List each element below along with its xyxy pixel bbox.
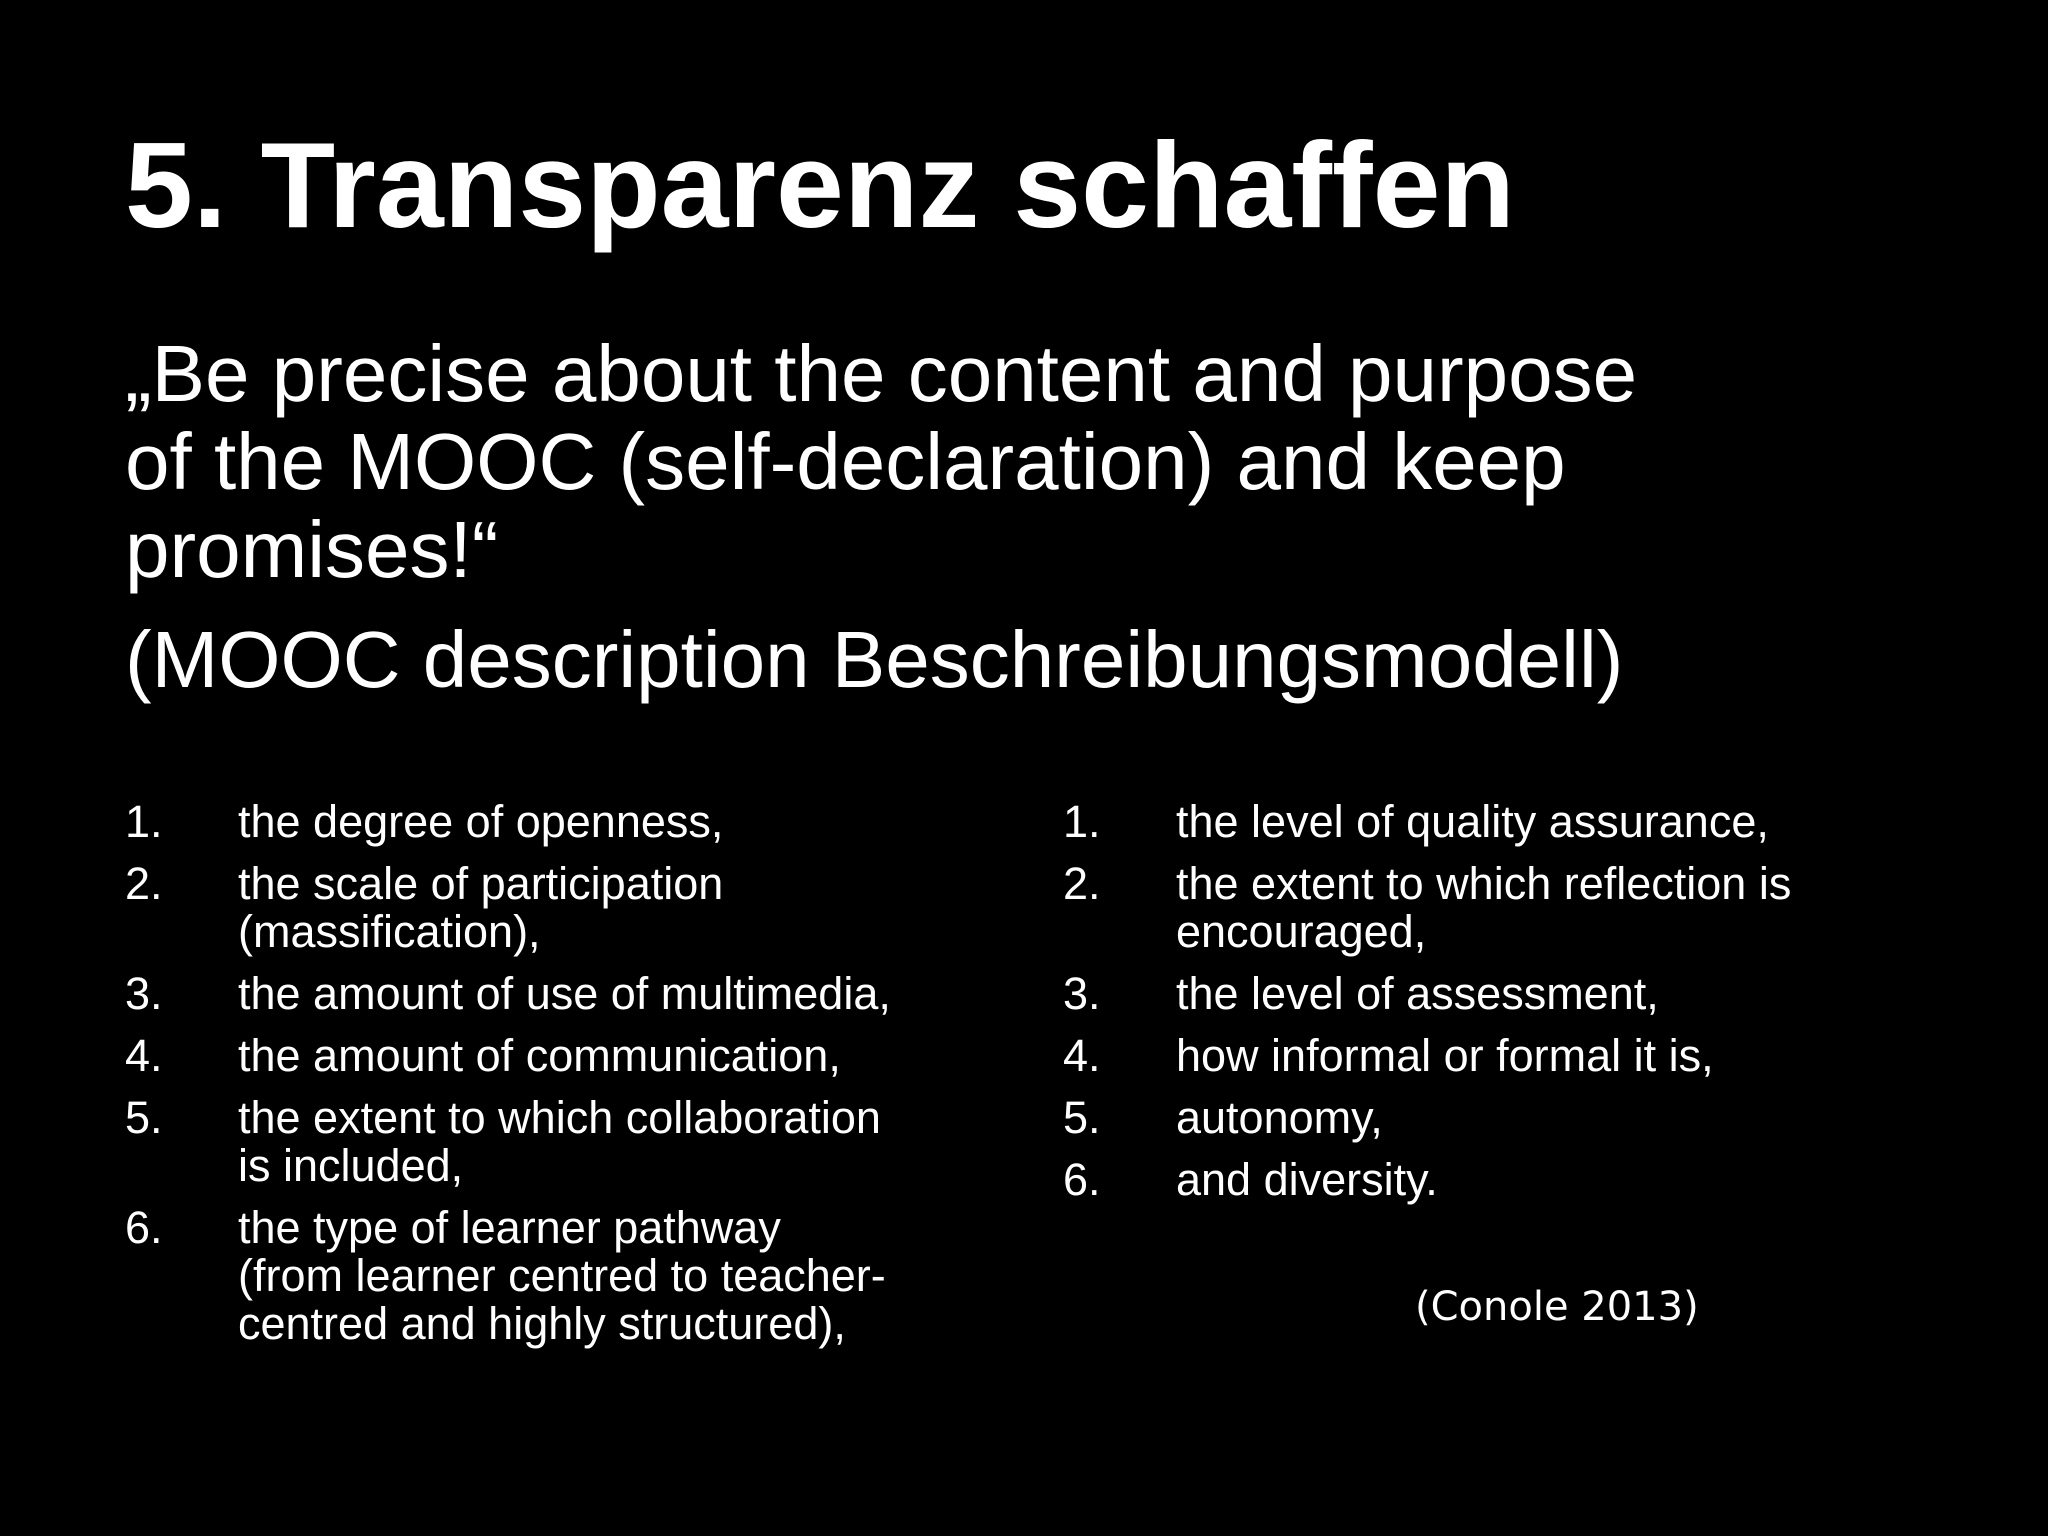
list-text: centred and highly structured), <box>238 1298 846 1349</box>
citation: (Conole 2013) <box>1415 1284 1699 1330</box>
model-subtitle: (MOOC description Beschreibungsmodell) <box>125 615 1624 704</box>
list-text: the level of quality assurance, <box>1176 796 1769 847</box>
list-item <box>125 798 1005 846</box>
list-text: the amount of use of multimedia, <box>238 968 891 1019</box>
list-number: 1. <box>125 796 163 847</box>
list-number: 4. <box>125 1030 163 1081</box>
list-item <box>1063 970 1963 1018</box>
right-criteria-list <box>1063 798 1963 1218</box>
list-text: (massification), <box>238 906 541 957</box>
list-text: the type of learner pathway <box>238 1202 781 1253</box>
list-text: encouraged, <box>1176 906 1427 957</box>
list-text: and diversity. <box>1176 1154 1438 1205</box>
list-number: 6. <box>125 1202 163 1253</box>
list-number: 6. <box>1063 1154 1101 1205</box>
list-text: the degree of openness, <box>238 796 724 847</box>
list-number: 5. <box>125 1092 163 1143</box>
list-item <box>125 860 1005 956</box>
list-text: the scale of participation <box>238 858 724 909</box>
quote-line: of the MOOC (self-declaration) and keep <box>125 417 1566 506</box>
list-text: the amount of communication, <box>238 1030 841 1081</box>
left-criteria-list <box>125 798 1005 1362</box>
list-item <box>125 970 1005 1018</box>
list-item <box>1063 1094 1963 1142</box>
list-item <box>1063 1156 1963 1204</box>
list-text: the level of assessment, <box>1176 968 1659 1019</box>
list-item <box>125 1204 1005 1348</box>
slide-title: 5. Transparenz schaffen <box>125 117 1515 253</box>
list-number: 2. <box>1063 858 1101 909</box>
list-item <box>1063 860 1963 956</box>
list-item <box>125 1032 1005 1080</box>
list-text: the extent to which collaboration <box>238 1092 881 1143</box>
list-number: 3. <box>125 968 163 1019</box>
quote-block <box>125 330 1975 594</box>
list-text: (from learner centred to teacher- <box>238 1250 886 1301</box>
list-item <box>125 1094 1005 1190</box>
list-text: the extent to which reflection is <box>1176 858 1792 909</box>
list-text: is included, <box>238 1140 464 1191</box>
quote-line: „Be precise about the content and purpose <box>125 329 1638 418</box>
list-number: 3. <box>1063 968 1101 1019</box>
list-item <box>1063 798 1963 846</box>
list-text: how informal or formal it is, <box>1176 1030 1714 1081</box>
list-number: 1. <box>1063 796 1101 847</box>
list-text: autonomy, <box>1176 1092 1383 1143</box>
quote-line: promises!“ <box>125 505 499 594</box>
list-number: 4. <box>1063 1030 1101 1081</box>
list-number: 5. <box>1063 1092 1101 1143</box>
list-item <box>1063 1032 1963 1080</box>
list-number: 2. <box>125 858 163 909</box>
